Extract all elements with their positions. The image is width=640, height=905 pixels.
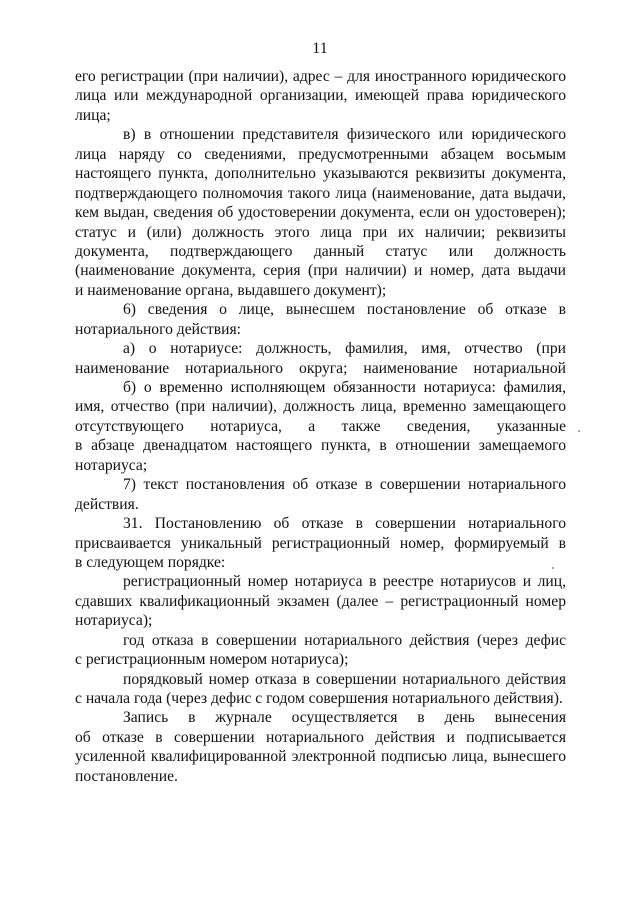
text-line: б) о временно исполняющем обязанности нотариуса: фамилия, [123,379,566,396]
paragraph [75,300,566,339]
text-line: усиленной квалифицированной электронной подписью лица, вынесшего [75,748,566,766]
text-line: документа, подтверждающего данный статус или должность [75,242,566,260]
text-line: лица; [75,106,111,124]
text-line: наименование нотариального округа; наименование нотариальной [75,359,566,377]
paragraph [75,514,566,572]
text-line: лица или международной организации, имеющей права юридического [75,87,566,105]
paragraph [75,631,566,670]
paragraph [75,67,566,125]
text-line: а) о нотариусе: должность, фамилия, имя, отчество (при [123,340,566,358]
page-number: 11 [312,40,328,57]
text-line: и наименование органа, выдавшего документ); [75,281,387,299]
text-line: в следующем порядке: [75,553,226,571]
text-line: 31. Постановлению об отказе в совершении нотариального [123,515,566,533]
text-line: в) в отношении представителя физического или юридического [123,126,566,144]
text-line: имя, отчество (при наличии), должность лица, временно замещающего [75,398,566,416]
paragraph [75,339,566,378]
text-line: Запись в журнале осуществляется в день вынесения [123,709,566,727]
text-line: его регистрации (при наличии), адрес – для иностранного юридического [75,68,566,85]
text-line: с регистрационным номером нотариуса); [75,651,349,669]
text-line: нотариального действия: [75,320,241,338]
text-line: регистрационный номер нотариуса в реестре нотариусов и лиц, [123,573,566,591]
text-line: сдавших квалификационный экзамен (далее – регистрационный номер [75,592,566,610]
text-line: кем выдан, сведения об удостоверении документа, если он удостоверен); [75,204,566,222]
scan-speck [552,567,554,569]
paragraph [75,572,566,630]
text-line: отсутствующего нотариуса, а также сведения, указанные [75,417,566,435]
paragraph [75,670,566,709]
paragraph [75,378,566,475]
paragraph [75,125,566,300]
text-line: 7) текст постановления об отказе в совершении нотариального [123,476,566,494]
text-line: об отказе в совершении нотариального действия и подписывается [75,728,566,746]
text-line: 6) сведения о лице, вынесшем постановление об отказе в [123,301,566,319]
text-line: нотариуса; [75,456,148,474]
text-line: постановление. [75,767,178,785]
text-line: статус и (или) должность этого лица при их наличии; реквизиты [75,223,566,241]
text-line: нотариуса); [75,612,153,630]
text-line: в абзаце двенадцатом настоящего пункта, в отношении замещаемого [75,437,566,455]
text-line: присваивается уникальный регистрационный номер, формируемый в [75,534,566,552]
text-line: (наименование документа, серия (при наличии) и номер, дата выдачи [75,262,566,280]
text-line: с начала года (через дефис с годом совершения нотариального действия). [75,690,563,707]
text-line: подтверждающего полномочия такого лица (наименование, дата выдачи, [75,184,566,202]
text-line: лица наряду со сведениями, предусмотренными абзацем восьмым [75,145,566,163]
scan-speck [578,430,580,432]
text-line: год отказа в совершении нотариального действия (через дефис [123,631,566,649]
text-line: действия. [75,495,139,513]
paragraph [75,475,566,514]
text-line: настоящего пункта, дополнительно указываются реквизиты документа, [75,165,566,183]
text-line: порядковый номер отказа в совершении нотариального действия [123,670,566,688]
document-body [75,67,566,786]
paragraph [75,708,566,786]
